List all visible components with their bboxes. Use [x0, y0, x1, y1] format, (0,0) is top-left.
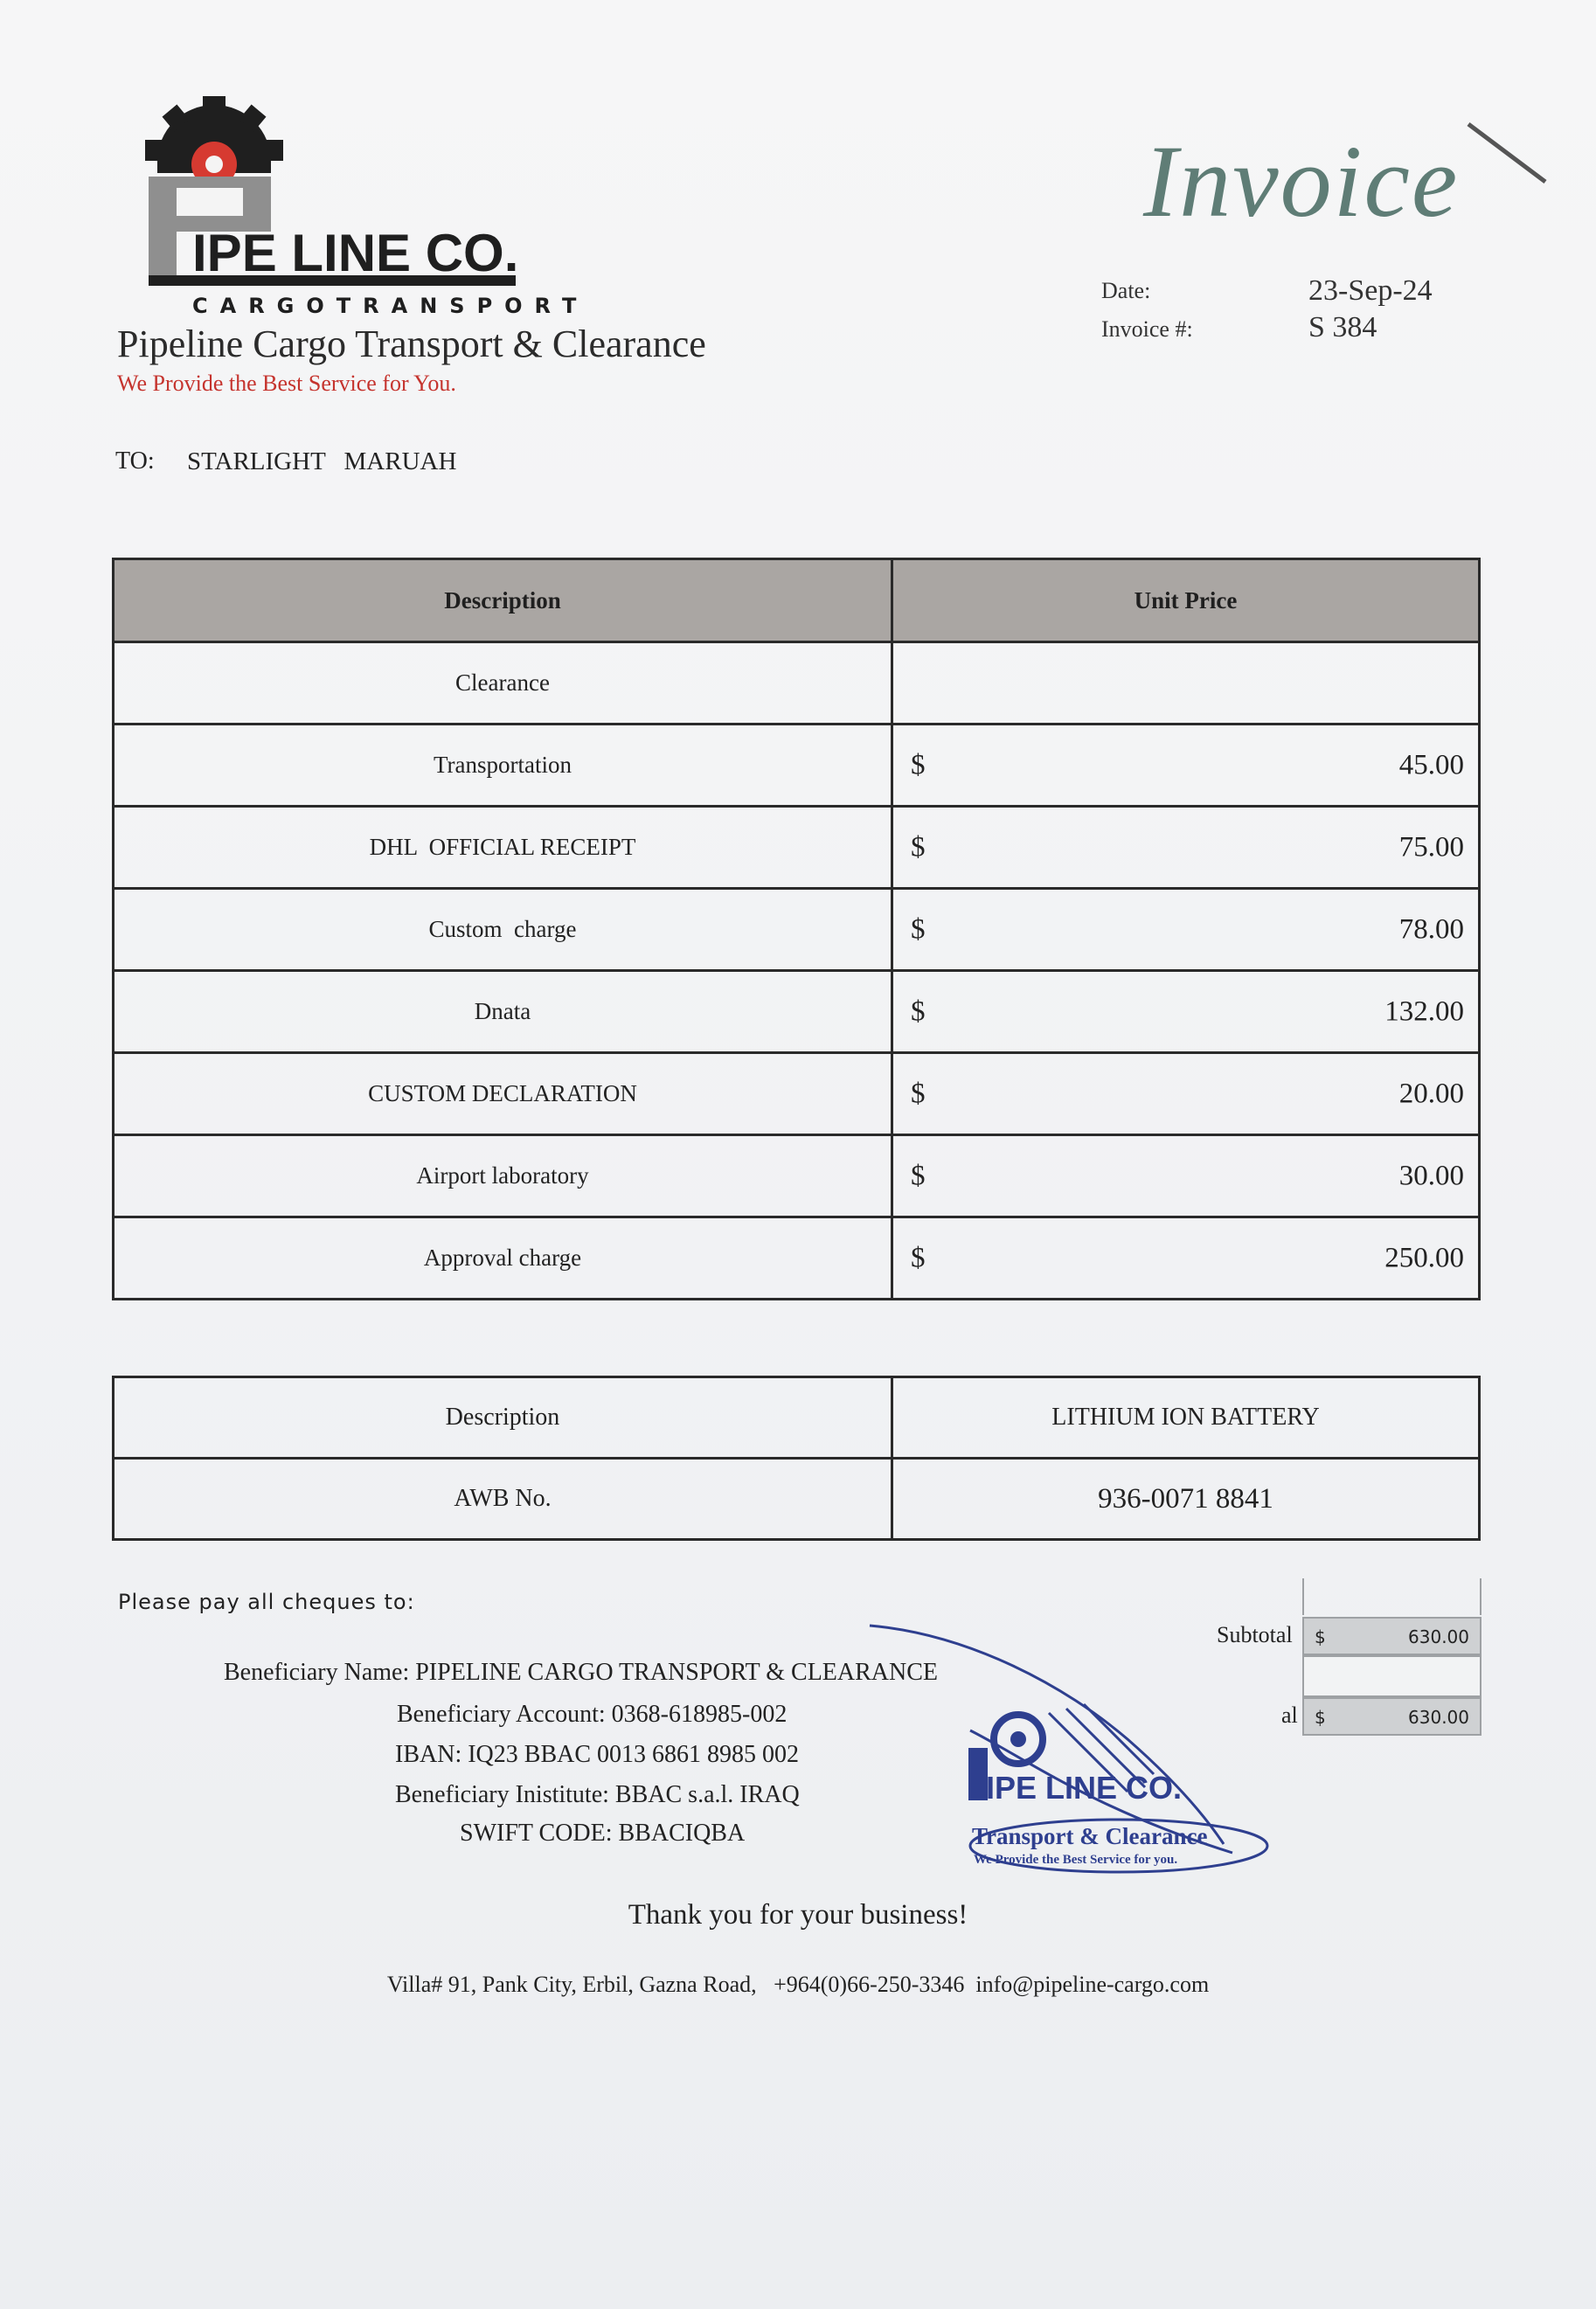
item-amount: 250.00	[1384, 1242, 1464, 1273]
signature-stroke	[870, 1626, 1224, 1844]
gear-icon	[145, 96, 283, 187]
item-description: CUSTOM DECLARATION	[114, 1053, 892, 1135]
item-price	[892, 725, 1480, 807]
table-row	[114, 807, 1480, 889]
items-table	[112, 558, 1481, 1300]
table-row	[114, 889, 1480, 971]
company-stamp	[865, 1617, 1285, 1888]
currency-symbol: $	[911, 1242, 926, 1273]
total-value: 630.00	[1408, 1707, 1469, 1728]
subtotal-box	[1302, 1617, 1482, 1655]
invoice-number-value: S 384	[1308, 311, 1377, 343]
shipment-table	[112, 1376, 1481, 1541]
subtotal-value: 630.00	[1408, 1626, 1469, 1647]
stamp-line-2: We Provide the Best Service for you.	[974, 1853, 1178, 1867]
recipient-name: STARLIGHT MARUAH	[187, 447, 457, 475]
table-row	[114, 1377, 1480, 1459]
company-tagline: We Provide the Best Service for You.	[117, 371, 456, 396]
table-row	[114, 1053, 1480, 1135]
beneficiary-name: Beneficiary Name: PIPELINE CARGO TRANSPORT & CLEARANCE	[224, 1659, 939, 1686]
corner-mark-decoration	[1463, 119, 1551, 189]
item-price	[892, 1053, 1480, 1135]
shipment-description-label: Description	[114, 1377, 892, 1459]
item-price	[892, 1135, 1480, 1217]
awb-label: AWB No.	[114, 1459, 892, 1540]
logo-subtext: CARGOTRANSPORT	[192, 294, 589, 315]
header-unit-price: Unit Price	[892, 559, 1480, 642]
item-amount: 20.00	[1398, 1078, 1464, 1109]
iban: IBAN: IQ23 BBAC 0013 6861 8985 002	[395, 1741, 800, 1768]
stamp-line-1: Transport & Clearance	[972, 1823, 1208, 1849]
item-amount: 45.00	[1398, 749, 1464, 780]
date-value: 23-Sep-24	[1308, 274, 1433, 307]
beneficiary-institute: Beneficiary Inistitute: BBAC s.a.l. IRAQ	[395, 1781, 800, 1808]
stamp-logo-text: IPE LINE CO.	[986, 1770, 1183, 1806]
thank-you-note: Thank you for your business!	[628, 1899, 968, 1931]
footer-email: info@pipeline-cargo.com	[975, 1972, 1210, 1997]
company-name: Pipeline Cargo Transport & Clearance	[117, 322, 706, 365]
swift-code: SWIFT CODE: BBACIQBA	[460, 1820, 746, 1847]
item-description: Clearance	[114, 642, 892, 725]
item-description: Dnata	[114, 971, 892, 1053]
total-currency: $	[1315, 1707, 1326, 1728]
date-label: Date:	[1101, 278, 1151, 303]
subtotal-currency: $	[1315, 1626, 1326, 1647]
table-row	[114, 642, 1480, 725]
subtotal-label: Subtotal	[1217, 1622, 1293, 1647]
item-description: Transportation	[114, 725, 892, 807]
item-amount: 30.00	[1398, 1160, 1464, 1191]
invoice-title: Invoice	[1143, 124, 1460, 239]
currency-symbol: $	[911, 1160, 926, 1191]
company-logo	[140, 96, 629, 315]
currency-symbol: $	[911, 831, 926, 863]
logo-wordmark: IPE LINE CO.	[192, 224, 519, 282]
item-amount: 75.00	[1398, 831, 1464, 863]
total-box	[1302, 1697, 1482, 1736]
table-row	[114, 1217, 1480, 1300]
currency-symbol: $	[911, 913, 926, 945]
item-price	[892, 971, 1480, 1053]
table-row	[114, 1135, 1480, 1217]
totals-spacer-cell	[1302, 1655, 1482, 1697]
item-price	[892, 642, 1480, 725]
table-row	[114, 971, 1480, 1053]
total-label: al	[1281, 1702, 1298, 1728]
totals-column-top	[1302, 1578, 1482, 1615]
invoice-number-label: Invoice #:	[1101, 316, 1193, 342]
table-row	[114, 1459, 1480, 1540]
item-description: Approval charge	[114, 1217, 892, 1300]
footer-phone: +964(0)66-250-3346	[774, 1972, 965, 1997]
item-amount: 78.00	[1398, 913, 1464, 945]
header-description: Description	[114, 559, 892, 642]
currency-symbol: $	[911, 749, 926, 780]
item-price	[892, 889, 1480, 971]
beneficiary-account: Beneficiary Account: 0368-618985-002	[397, 1701, 788, 1728]
currency-symbol: $	[911, 1078, 926, 1109]
items-table-header	[114, 559, 1480, 642]
footer-contact	[0, 1972, 1596, 1998]
to-label: TO:	[115, 447, 155, 475]
payment-title: Please pay all cheques to:	[118, 1590, 415, 1614]
item-description: Custom charge	[114, 889, 892, 971]
currency-symbol: $	[911, 995, 926, 1027]
item-description: DHL OFFICIAL RECEIPT	[114, 807, 892, 889]
footer-address: Villa# 91, Pank City, Erbil, Gazna Road,	[386, 1972, 757, 1997]
item-price	[892, 1217, 1480, 1300]
awb-number: 936-0071 8841	[892, 1459, 1480, 1540]
item-price	[892, 807, 1480, 889]
shipment-description-value: LITHIUM ION BATTERY	[892, 1377, 1480, 1459]
table-row	[114, 725, 1480, 807]
item-description: Airport laboratory	[114, 1135, 892, 1217]
item-amount: 132.00	[1384, 995, 1464, 1027]
